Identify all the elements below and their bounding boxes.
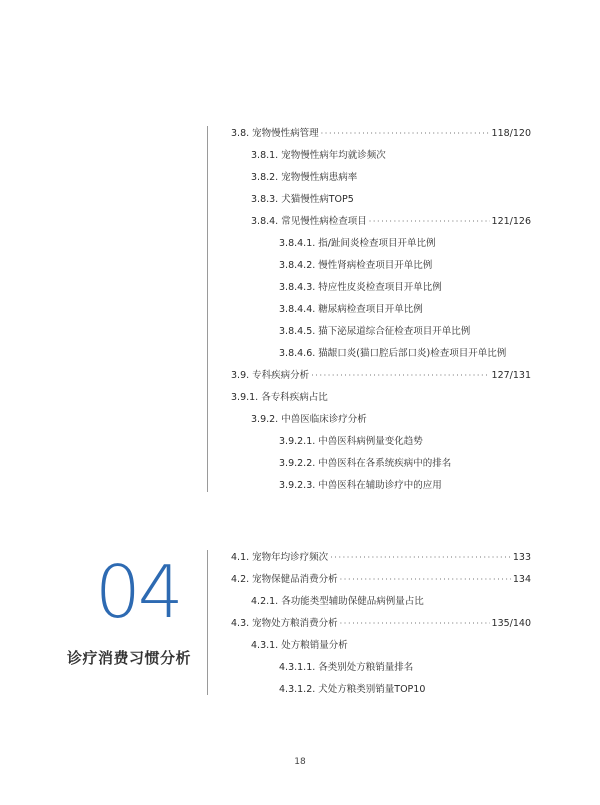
toc-entry-title: 3.8.4.2. 慢性肾病检查项目开单比例 [279, 260, 433, 271]
toc-entry-title: 4.2. 宠物保健品消费分析 [231, 574, 338, 585]
toc-entry[interactable] [231, 167, 531, 189]
toc-entry-title: 3.8.3. 犬猫慢性病TOP5 [251, 194, 354, 205]
toc-entry[interactable] [231, 431, 531, 453]
toc-entry-title: 3.9.2.1. 中兽医科病例量变化趋势 [279, 436, 423, 447]
toc-leader-dots [321, 123, 490, 145]
toc-entry-title: 3.8.2. 宠物慢性病患病率 [251, 172, 358, 183]
toc-entry-title: 4.3.1.2. 犬处方粮类别销量TOP10 [279, 684, 426, 695]
toc-entry[interactable] [231, 321, 531, 343]
toc-entry[interactable] [231, 679, 531, 701]
toc-entry-title: 3.8.4.3. 特应性皮炎检查项目开单比例 [279, 282, 442, 293]
toc-entry[interactable] [231, 657, 531, 679]
chapter-number: 04 [95, 550, 181, 634]
toc-entry-page: 133 [512, 552, 531, 563]
toc-entry-title: 3.8.4.1. 指/趾间炎检查项目开单比例 [279, 238, 436, 249]
toc-leader-dots [311, 365, 489, 387]
toc-entry-title: 3.8. 宠物慢性病管理 [231, 128, 319, 139]
toc-entry[interactable] [231, 613, 531, 635]
toc-entry-title: 3.9.2.3. 中兽医科在辅助诊疗中的应用 [279, 480, 442, 491]
toc-entry-page: 118/120 [491, 128, 531, 139]
toc-entry-title: 3.9.2.2. 中兽医科在各系统疾病中的排名 [279, 458, 452, 469]
toc-entry-page: 127/131 [491, 370, 531, 381]
toc-entry-page: 135/140 [491, 618, 531, 629]
toc-entry[interactable] [231, 123, 531, 145]
toc-entry[interactable] [231, 211, 531, 233]
toc-leader-dots [330, 547, 511, 569]
toc-entry-title: 3.8.4.6. 猫龈口炎(猫口腔后部口炎)检查项目开单比例 [279, 348, 507, 359]
toc-entry[interactable] [231, 409, 531, 431]
toc-leader-dots [340, 569, 511, 591]
toc-entry[interactable] [231, 233, 531, 255]
divider-line-upper [207, 126, 208, 492]
toc-entry-page: 121/126 [491, 216, 531, 227]
toc-entry-title: 3.9.2. 中兽医临床诊疗分析 [251, 414, 367, 425]
toc-entry[interactable] [231, 569, 531, 591]
toc-entry-title: 4.3. 宠物处方粮消费分析 [231, 618, 338, 629]
toc-entry[interactable] [231, 299, 531, 321]
divider-line-lower [207, 550, 208, 695]
toc-entry-title: 4.1. 宠物年均诊疗频次 [231, 552, 329, 563]
toc-entry[interactable] [231, 635, 531, 657]
toc-leader-dots [340, 613, 490, 635]
toc-entry[interactable] [231, 343, 531, 365]
toc-entry-page: 134 [512, 574, 531, 585]
chapter-title: 诊疗消费习惯分析 [67, 649, 192, 667]
toc-entry[interactable] [231, 255, 531, 277]
toc-entry-title: 4.2.1. 各功能类型辅助保健品病例量占比 [251, 596, 424, 607]
toc-entry-title: 3.8.4.4. 糖尿病检查项目开单比例 [279, 304, 423, 315]
toc-entry-title: 3.9.1. 各专科疾病占比 [231, 392, 328, 403]
toc-entry-title: 3.8.4.5. 猫下泌尿道综合征检查项目开单比例 [279, 326, 471, 337]
toc-entry-title: 3.8.1. 宠物慢性病年均就诊频次 [251, 150, 386, 161]
toc-entry-title: 4.3.1.1. 各类别处方粮销量排名 [279, 662, 414, 673]
toc-entry[interactable] [231, 387, 531, 409]
toc-entry[interactable] [231, 189, 531, 211]
toc-entry[interactable] [231, 547, 531, 569]
toc-entry[interactable] [231, 145, 531, 167]
page-number: 18 [294, 757, 306, 767]
toc-upper [231, 123, 531, 497]
toc-entry[interactable] [231, 591, 531, 613]
toc-entry[interactable] [231, 277, 531, 299]
toc-entry-title: 4.3.1. 处方粮销量分析 [251, 640, 348, 651]
toc-entry-title: 3.8.4. 常见慢性病检查项目 [251, 216, 367, 227]
toc-lower [231, 547, 531, 701]
toc-entry-title: 3.9. 专科疾病分析 [231, 370, 310, 381]
toc-entry[interactable] [231, 453, 531, 475]
toc-entry[interactable] [231, 475, 531, 497]
toc-entry[interactable] [231, 365, 531, 387]
toc-leader-dots [369, 211, 490, 233]
